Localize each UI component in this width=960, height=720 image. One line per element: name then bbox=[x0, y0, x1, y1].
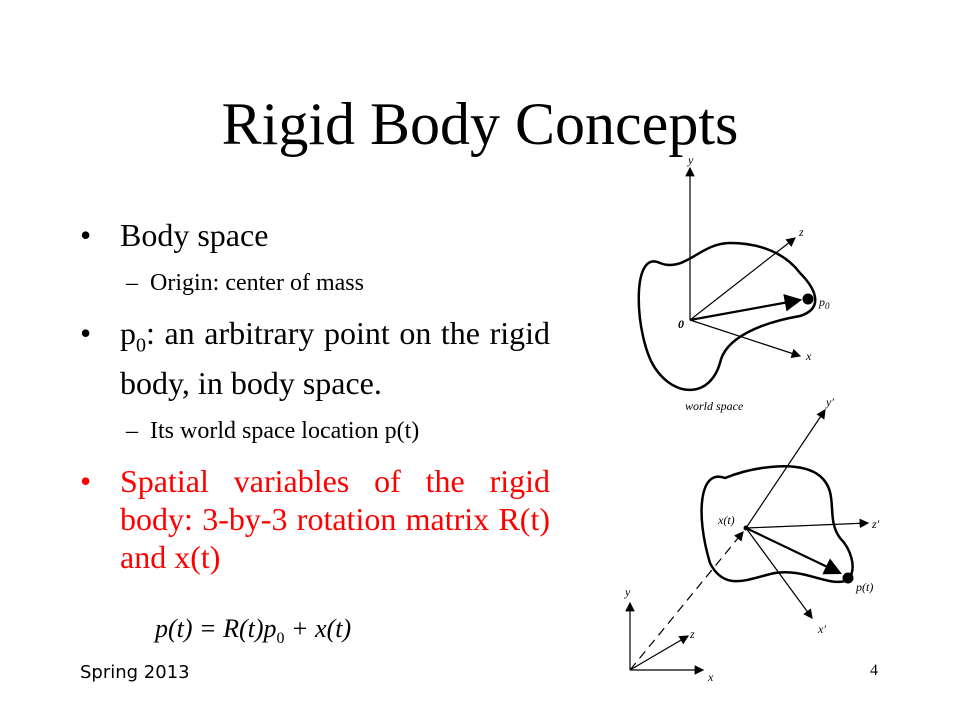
bullet-dot: • bbox=[80, 217, 92, 253]
pt-vector bbox=[746, 528, 840, 573]
sub-bullet-text: Its world space location p(t) bbox=[150, 418, 420, 445]
p0-label: $p_0$ bbox=[819, 295, 830, 311]
x-label-top: x bbox=[806, 349, 812, 363]
transformed-figure bbox=[624, 395, 880, 684]
p0-point bbox=[803, 294, 814, 305]
z-prime-axis bbox=[746, 523, 868, 528]
bullet-text: Body space bbox=[120, 217, 269, 253]
slide-title: Rigid Body Concepts bbox=[221, 91, 739, 157]
sub-bullet-world-location bbox=[80, 416, 550, 446]
equation bbox=[155, 614, 351, 648]
xt-point bbox=[744, 526, 749, 531]
bullet-text: Spatial variables of the rigid body: 3-by-3 rotation matrix R(t) and x(t) bbox=[120, 463, 550, 576]
pt-point bbox=[843, 573, 854, 584]
sub-bullet-text: Origin: center of mass bbox=[150, 270, 364, 296]
x-prime-label: x′ bbox=[818, 622, 826, 636]
equation-rhs: + x(t) bbox=[284, 614, 352, 643]
bullet-spatial-variables bbox=[80, 462, 550, 576]
z-label-bottom: z bbox=[690, 627, 695, 641]
z-axis-bottom bbox=[630, 636, 688, 670]
rigid-body-diagram bbox=[600, 148, 900, 693]
page-number: 4 bbox=[870, 662, 878, 679]
z-prime-label: z′ bbox=[872, 517, 880, 531]
equation-subscript: 0 bbox=[276, 630, 285, 648]
dash-marker: – bbox=[126, 418, 138, 445]
x-label-bottom: x bbox=[708, 670, 714, 684]
bullet-subscript: 0 bbox=[136, 334, 146, 357]
y-label-bottom: y bbox=[625, 585, 631, 599]
sub-bullet-origin bbox=[80, 268, 550, 298]
y-prime-label: y′ bbox=[826, 395, 834, 409]
dash-marker: – bbox=[126, 270, 138, 296]
bullet-dot: • bbox=[80, 463, 92, 500]
xt-label: x(t) bbox=[718, 513, 735, 527]
pt-label: p(t) bbox=[856, 580, 874, 594]
bullet-list bbox=[80, 216, 550, 590]
y-label-top: y bbox=[688, 153, 694, 167]
z-label-top: z bbox=[799, 225, 804, 239]
equation-lhs: p(t) = R(t)p bbox=[155, 614, 277, 643]
origin-label: 0 bbox=[678, 317, 684, 331]
x-axis-top bbox=[690, 320, 800, 356]
bullet-text: : an arbitrary point on the rigid body, in body space. bbox=[120, 315, 550, 402]
bullet-dot: • bbox=[80, 315, 92, 351]
footer-date: Spring 2013 bbox=[80, 662, 190, 683]
body-outline-top bbox=[639, 243, 815, 390]
world-space-caption: world space bbox=[685, 399, 744, 413]
bullet-body-space bbox=[80, 216, 550, 254]
translation-dashed bbox=[630, 532, 743, 670]
world-space-figure bbox=[639, 153, 830, 413]
p0-vector bbox=[690, 300, 800, 320]
bullet-p0 bbox=[80, 314, 550, 402]
bullet-prefix: p bbox=[120, 315, 136, 351]
